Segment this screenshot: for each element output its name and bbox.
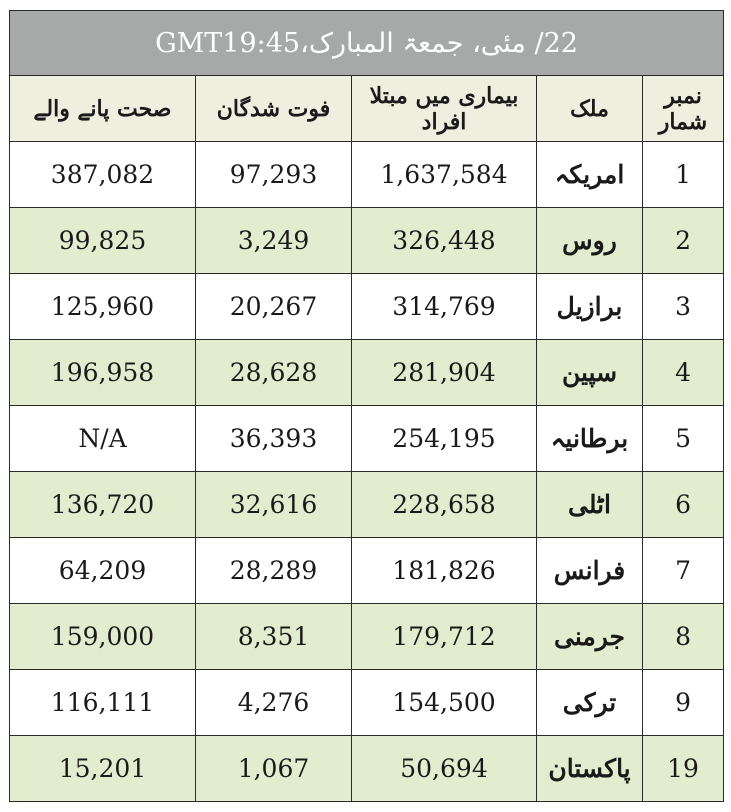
cell-deaths: 1,067 [196, 736, 352, 802]
cell-deaths: 36,393 [196, 406, 352, 472]
cell-country: برطانیہ [537, 406, 643, 472]
cell-infected: 326,448 [352, 208, 537, 274]
table-title: 22/ مئی، جمعۃ المبارک،GMT19:45 [10, 11, 724, 76]
cell-country: پاکستان [537, 736, 643, 802]
table-row [10, 736, 724, 802]
cell-country: ترکی [537, 670, 643, 736]
cell-number: 6 [643, 472, 724, 538]
cell-country: برازیل [537, 274, 643, 340]
cell-recovered: 116,111 [10, 670, 196, 736]
table-title-row [10, 11, 724, 76]
table-header-row [10, 76, 724, 142]
cell-country: امریکہ [537, 142, 643, 208]
header-infected: بیماری میں مبتلا افراد [352, 76, 537, 142]
cell-recovered: 159,000 [10, 604, 196, 670]
cell-infected: 179,712 [352, 604, 537, 670]
cell-deaths: 3,249 [196, 208, 352, 274]
table-row [10, 670, 724, 736]
cell-infected: 181,826 [352, 538, 537, 604]
cell-deaths: 32,616 [196, 472, 352, 538]
cell-number: 8 [643, 604, 724, 670]
cell-deaths: 4,276 [196, 670, 352, 736]
cell-infected: 50,694 [352, 736, 537, 802]
cell-country: فرانس [537, 538, 643, 604]
cell-recovered: 136,720 [10, 472, 196, 538]
cell-deaths: 97,293 [196, 142, 352, 208]
header-number: نمبر شمار [643, 76, 724, 142]
header-deaths: فوت شدگان [196, 76, 352, 142]
cell-recovered: N/A [10, 406, 196, 472]
cell-country: جرمنی [537, 604, 643, 670]
cell-recovered: 196,958 [10, 340, 196, 406]
cell-infected: 254,195 [352, 406, 537, 472]
covid-stats-table-container [9, 10, 723, 802]
cell-recovered: 64,209 [10, 538, 196, 604]
cell-number: 9 [643, 670, 724, 736]
table-row [10, 472, 724, 538]
cell-number: 19 [643, 736, 724, 802]
cell-infected: 154,500 [352, 670, 537, 736]
table-row [10, 208, 724, 274]
cell-number: 5 [643, 406, 724, 472]
cell-infected: 314,769 [352, 274, 537, 340]
cell-deaths: 8,351 [196, 604, 352, 670]
covid-stats-table [9, 10, 724, 802]
cell-number: 7 [643, 538, 724, 604]
cell-country: روس [537, 208, 643, 274]
header-country: ملک [537, 76, 643, 142]
cell-infected: 1,637,584 [352, 142, 537, 208]
cell-number: 2 [643, 208, 724, 274]
cell-deaths: 20,267 [196, 274, 352, 340]
cell-deaths: 28,289 [196, 538, 352, 604]
cell-recovered: 15,201 [10, 736, 196, 802]
table-row [10, 340, 724, 406]
cell-recovered: 125,960 [10, 274, 196, 340]
cell-number: 1 [643, 142, 724, 208]
table-row [10, 604, 724, 670]
cell-number: 4 [643, 340, 724, 406]
cell-recovered: 387,082 [10, 142, 196, 208]
table-row [10, 142, 724, 208]
cell-recovered: 99,825 [10, 208, 196, 274]
header-recovered: صحت پانے والے [10, 76, 196, 142]
cell-country: سپین [537, 340, 643, 406]
table-row [10, 538, 724, 604]
table-row [10, 406, 724, 472]
cell-number: 3 [643, 274, 724, 340]
cell-country: اٹلی [537, 472, 643, 538]
cell-deaths: 28,628 [196, 340, 352, 406]
table-row [10, 274, 724, 340]
cell-infected: 228,658 [352, 472, 537, 538]
cell-infected: 281,904 [352, 340, 537, 406]
